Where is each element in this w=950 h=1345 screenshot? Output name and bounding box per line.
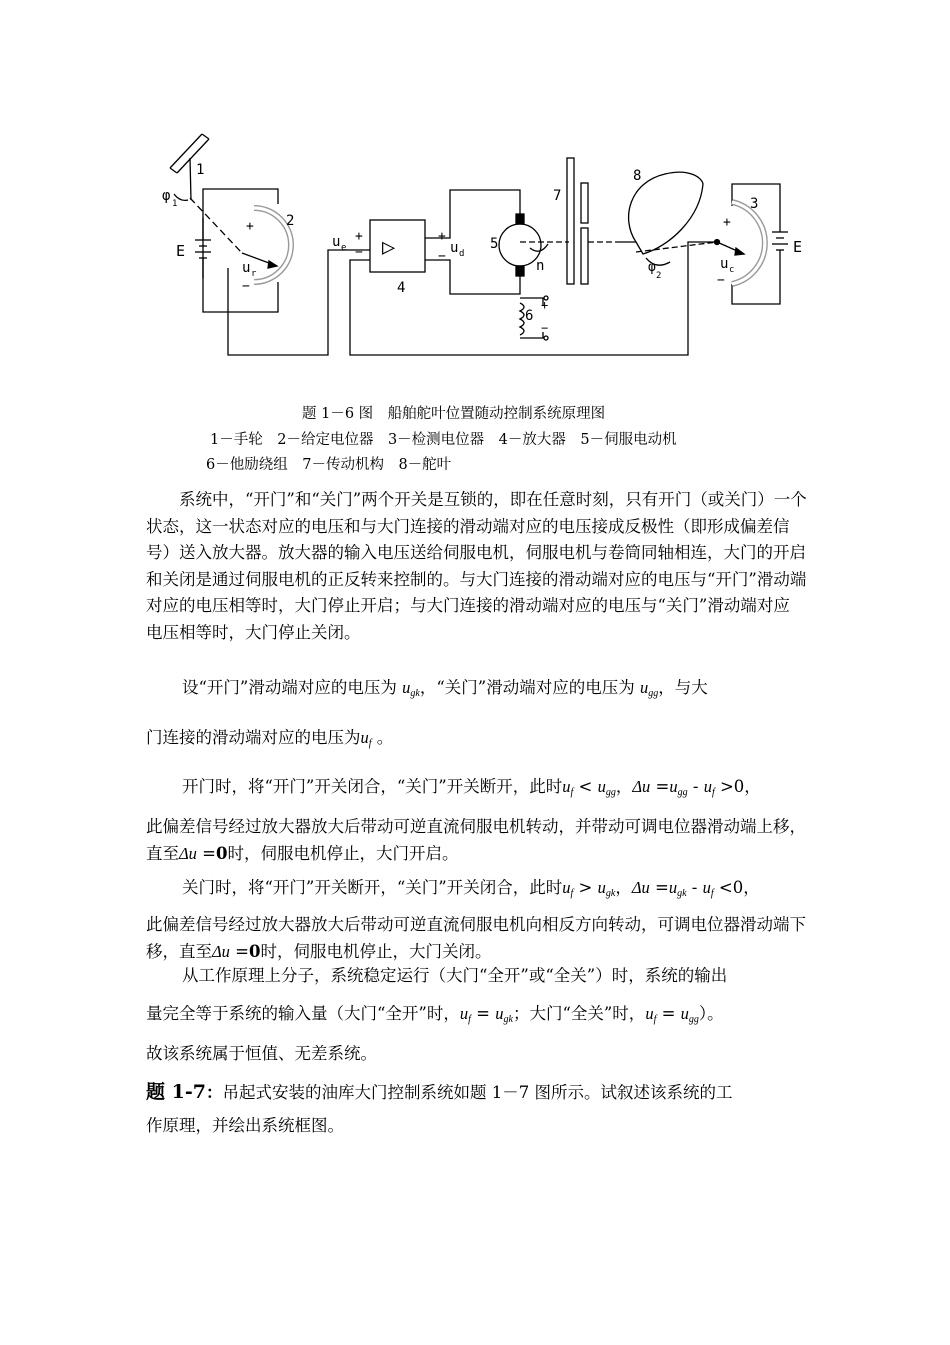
text-fragment: ）。 xyxy=(698,1004,724,1023)
label-ur-sub: r xyxy=(251,269,257,279)
amplifier-symbol: ▷ xyxy=(382,235,396,260)
label-5: 5 xyxy=(490,236,499,252)
label-n: n xyxy=(536,258,545,274)
text-fragment: 设“开门”滑动端对应的电压为 xyxy=(182,678,403,697)
minus-left: − xyxy=(242,279,250,294)
text-fragment: 门连接的滑动端对应的电压为 xyxy=(146,728,361,747)
label-ue: u xyxy=(332,234,341,250)
text-fragment: 开门时，将“开门”开关闭合，“关门”开关断开，此时 xyxy=(182,777,563,796)
servo-motor-5 xyxy=(499,224,541,266)
text-fragment: 。 xyxy=(371,728,394,747)
math-u-f: $u_f$ xyxy=(360,728,372,749)
minus-right: − xyxy=(717,273,725,288)
paragraph-conclusion-line2: 量完全等于系统的输入量（大门“全开”时，$u_f = u_{gk}$；大门“全关”时，$u_f = u_{gg}$）。 xyxy=(146,1004,724,1025)
paragraph-conclusion-line3: 故该系统属于恒值、无差系统。 xyxy=(146,1044,377,1063)
question-text: 吊起式安装的油库大门控制系统如题 1－7 图所示。试叙述该系统的工 xyxy=(222,1083,733,1102)
minus-amp-out: − xyxy=(438,249,446,264)
question-1-7-line2: 作原理，并绘出系统框图。 xyxy=(146,1116,344,1135)
plus-left: + xyxy=(246,219,254,234)
label-ur: u xyxy=(242,260,251,276)
minus-winding: − xyxy=(541,321,549,335)
label-1: 1 xyxy=(196,162,205,178)
paragraph-closing-line1: 关门时，将“开门”开关断开，“关门”开关闭合，此时$u_f > u_{gk}$，$\Delta u =u_{gk} - u_f <0$， xyxy=(182,878,760,899)
motor-wire-bottom xyxy=(425,260,520,294)
potentiometer-3 xyxy=(732,202,765,284)
text-fragment: 时，伺服电机停止，大门开启。 xyxy=(227,843,459,863)
text-fragment: ；大门“全关”时， xyxy=(512,1004,646,1023)
text-fragment: 此偏差信号经过放大器放大后带动可逆直流伺服电机转动，并带动可调电位器滑动端上移，直至 xyxy=(146,817,806,863)
label-phi2-sub: 2 xyxy=(656,271,662,281)
paragraph-conclusion-line1: 从工作原理上分子，系统稳定运行（大门“全开”或“全关”）时，系统的输出 xyxy=(182,966,728,985)
plus-amp-out: + xyxy=(438,229,446,244)
figure-legend-line1: 1－手轮 2－给定电位器 3－检测电位器 4－放大器 5－伺服电动机 xyxy=(210,432,677,448)
label-7: 7 xyxy=(553,188,562,204)
text-fragment: 量完全等于系统的输入量（大门“全开”时， xyxy=(146,1004,460,1023)
label-phi1-sub: 1 xyxy=(172,199,178,209)
label-E-left: E xyxy=(176,242,186,260)
text-fragment: ，与大 xyxy=(658,678,708,697)
label-8: 8 xyxy=(633,168,642,184)
label-E-right: E xyxy=(793,238,803,256)
text-fragment: ，“关门”滑动端对应的电压为 xyxy=(419,678,640,697)
label-3: 3 xyxy=(750,196,759,212)
label-4: 4 xyxy=(397,280,406,296)
figure-legend-line2: 6－他励绕组 7－传动机构 8－舵叶 xyxy=(206,457,452,473)
label-phi1: φ xyxy=(162,188,171,204)
paragraph-opening-line1: 开门时，将“开门”开关闭合，“关门”开关断开，此时$u_f < u_{gg}$，$\Delta u =u_{gg} - u_f >0$， xyxy=(182,777,761,798)
plus-winding: + xyxy=(541,298,549,312)
question-label: 题 1-7 xyxy=(146,1081,206,1103)
label-ud: u xyxy=(450,240,459,256)
label-uc: u xyxy=(720,256,729,272)
gear-transmission-7 xyxy=(567,158,620,284)
amplifier-4 xyxy=(370,220,425,272)
rotation-arrow-n xyxy=(530,244,548,251)
math-u-gk: $u_{gk}$ xyxy=(402,678,420,699)
paragraph-closing-rest: 此偏差信号经过放大器放大后带动可逆直流伺服电机向相反方向转动，可调电位器滑动端下移，直至Δu =0时，伺服电机停止，大门关闭。 xyxy=(146,915,806,961)
label-phi2: φ xyxy=(648,260,656,275)
text-fragment: 关门时，将“开门”开关断开，“关门”开关闭合，此时 xyxy=(182,878,563,897)
motor-brush-bottom xyxy=(516,266,524,276)
plus-amp-in: + xyxy=(355,229,363,244)
minus-amp-in: − xyxy=(355,245,363,260)
label-ue-sub: e xyxy=(341,243,347,253)
math-u-gg: $u_{gg}$ xyxy=(639,678,659,699)
label-uc-sub: c xyxy=(729,265,735,275)
label-ud-sub: d xyxy=(459,249,465,259)
figure-caption-title: 题 1－6 图 船舶舵叶位置随动控制系统原理图 xyxy=(302,406,606,422)
motor-brush-top xyxy=(516,214,524,224)
paragraph-definitions-line2 xyxy=(146,724,393,749)
paragraph-mechanism: 系统中，“开门”和“关门”两个开关是互锁的，即在任意时刻，只有开门（或关门）一个状态，这一状态对应的电压和与大门连接的滑动端对应的电压接成反极性（即形成偏差信号）送入放大器。放大器的输入电压送给伺服电机，伺服电机与卷筒同轴相连，大门的开启和关闭是通过伺服电机的正反转来控制的。与大门连接的滑动端对应的电压与“开门”滑动端对应的电压相等时，大门停止开启；与大门连接的滑动端对应的电压与“关门”滑动端对应 电压相等时，大门停止关闭。 xyxy=(146,490,807,642)
plus-right: + xyxy=(723,215,731,230)
label-2: 2 xyxy=(286,213,295,229)
paragraph-opening-rest: 此偏差信号经过放大器放大后带动可逆直流伺服电机转动，并带动可调电位器滑动端上移，直至Δu =0时，伺服电机停止，大门开启。 xyxy=(146,817,806,863)
ship-rudder-servo-diagram xyxy=(150,128,810,368)
question-1-7-line1: 题 1-7：吊起式安装的油库大门控制系统如题 1－7 图所示。试叙述该系统的工 xyxy=(146,1081,733,1103)
rudder-shaft xyxy=(636,242,717,252)
text-fragment: 此偏差信号经过放大器放大后带动可逆直流伺服电机向相反方向转动，可调电位器滑动端下移，直至 xyxy=(146,915,806,961)
text-fragment: 时，伺服电机停止，大门关闭。 xyxy=(260,941,492,961)
paragraph-definitions-line1 xyxy=(182,674,708,699)
label-6: 6 xyxy=(525,308,534,324)
